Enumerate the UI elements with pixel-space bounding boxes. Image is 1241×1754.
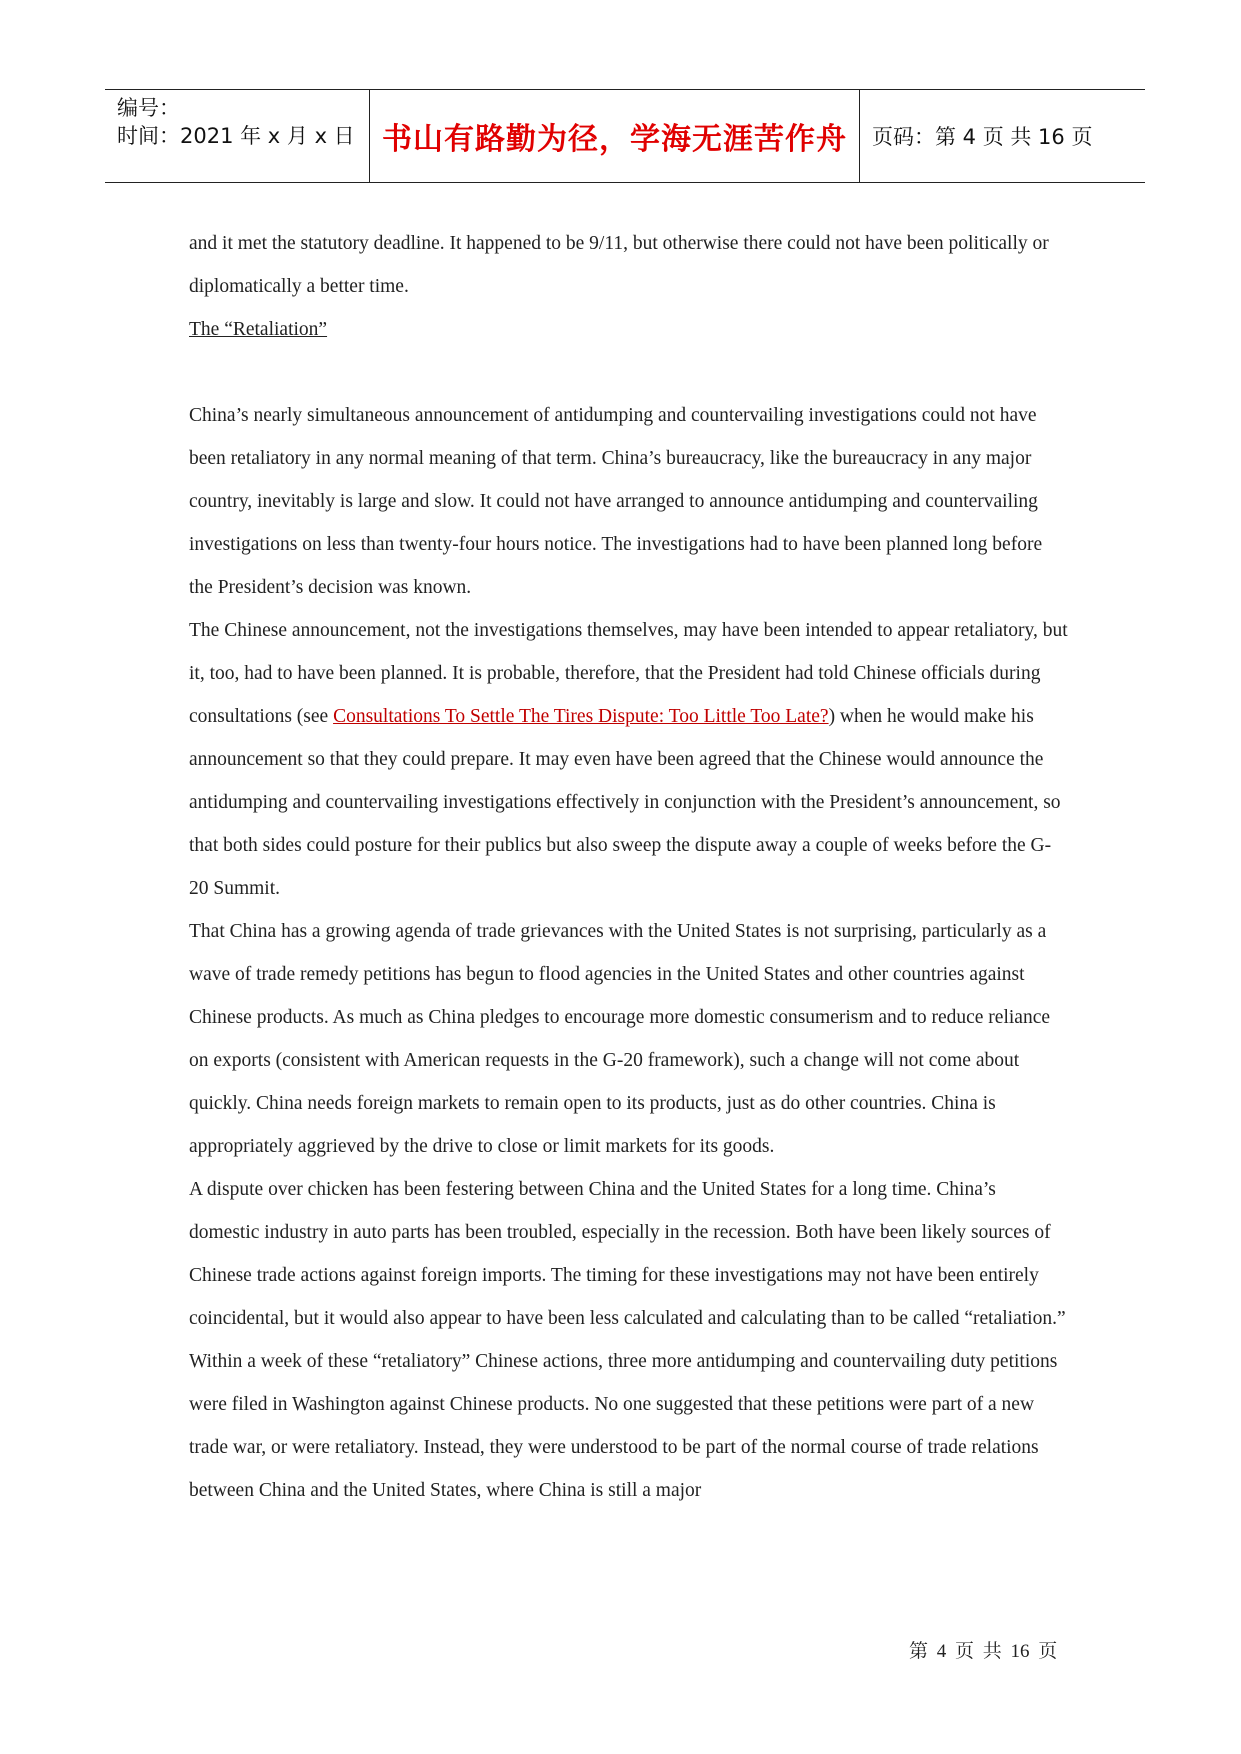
document-body [189,222,1069,1512]
header-motto-cell [370,90,860,182]
paragraph-2-text-before: The Chinese announcement, not the investigations themselves, may have been intended to appear retaliatory, but it, too, had to have been planned. It is probable, therefore, that the President had told Chinese officials during consultations (see [189,620,1068,727]
header-meta-cell [105,90,370,182]
header-page-code: 页码：第 4 页 共 16 页 [872,125,1093,149]
paragraph-intro: and it met the statutory deadline. It happened to be 9/11, but otherwise there could not have been politically or diplomatically a better time. [189,233,1049,297]
paragraph-5: Within a week of these “retaliatory” Chinese actions, three more antidumping and countervailing duty petitions were filed in Washington against Chinese products. No one suggested that these petitions were part of a new trade war, or were retaliatory. Instead, they were understood to be part of the normal course of trade relations between China and the United States, where China is still a major [189,1351,1058,1501]
page-footer: 第 4 页 共 16 页 [909,1641,1058,1662]
paragraph-2 [189,609,1069,910]
paragraph-1: China’s nearly simultaneous announcement of antidumping and countervailing investigations could not have been retaliatory in any normal meaning of that term. China’s bureaucracy, like the bureaucracy in any major country, inevitably is large and slow. It could not have arranged to announce antidumping and countervailing investigations on less than twenty-four hours notice. The investigations had to have been planned long before the President’s decision was known. [189,405,1043,598]
consultations-article-link[interactable]: Consultations To Settle The Tires Dispute: Too Little Too Late? [333,706,829,727]
document-header [105,89,1145,183]
paragraph-2-text-after: ) when he would make his announcement so that they could prepare. It may even have been agreed that the Chinese would announce the antidumping and countervailing investigations effectively in conjunction with the President’s announcement, so that both sides could posture for their publics but also sweep the dispute away a couple of weeks before the G-20 Summit. [189,706,1061,899]
document-number-label: 编号： [117,96,180,120]
paragraph-4: A dispute over chicken has been festering between China and the United States for a long time. China’s domestic industry in auto parts has been troubled, especially in the recession. Both have been likely sources of Chinese trade actions against foreign imports. The timing for these investigations may not have been entirely coincidental, but it would also appear to have been less calculated and calculating than to be called “retaliation.” [189,1179,1066,1329]
paragraph-3: That China has a growing agenda of trade grievances with the United States is not surprising, particularly as a wave of trade remedy petitions has begun to flood agencies in the United States and other countries against Chinese products. As much as China pledges to encourage more domestic consumerism and to reduce reliance on exports (consistent with American requests in the G-20 framework), such a change will not come about quickly. China needs foreign markets to remain open to its products, just as do other countries. China is appropriately aggrieved by the drive to close or limit markets for its goods. [189,921,1050,1157]
header-page-cell [860,90,1145,182]
section-heading: The “Retaliation” [189,319,328,340]
document-time-label: 时间：2021 年 x 月 x 日 [117,124,355,148]
header-motto: 书山有路勤为径，学海无涯苦作舟 [382,122,847,157]
